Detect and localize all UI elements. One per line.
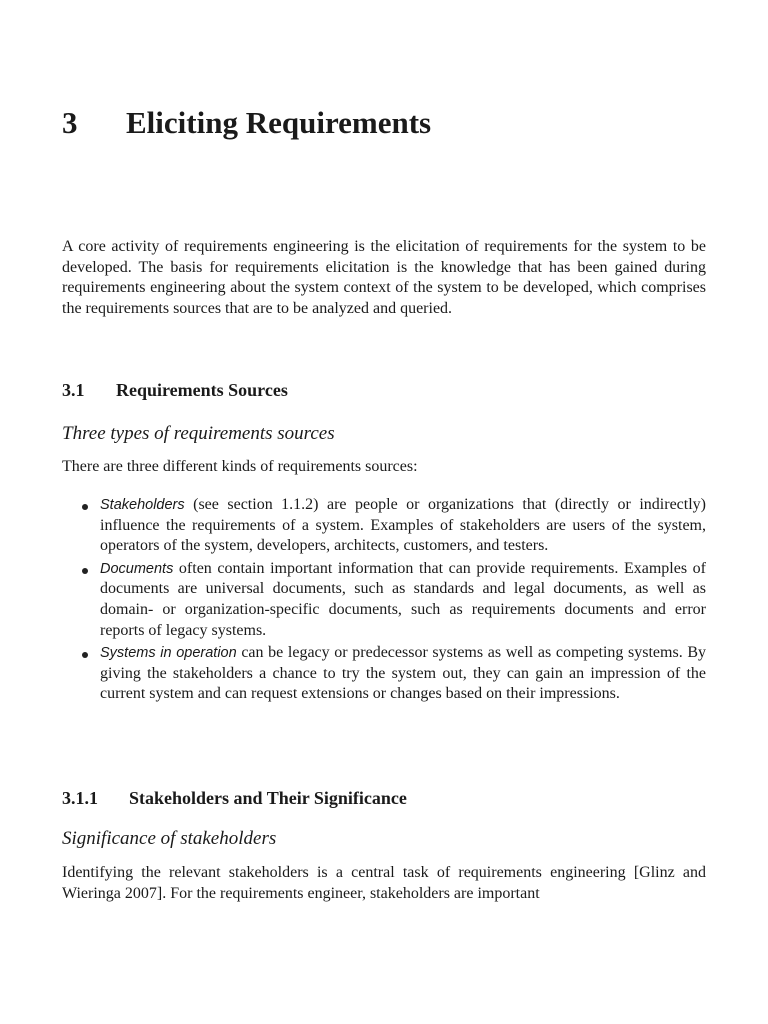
sources-list	[62, 495, 706, 707]
bullet-icon	[82, 504, 88, 510]
section-number: 3.1	[62, 380, 85, 400]
bullet-icon	[82, 652, 88, 658]
subsection-number: 3.1.1	[62, 788, 98, 808]
term-documents: Documents	[100, 560, 174, 577]
list-item-text: can be legacy or predecessor systems as well as competing systems. By giving the stakeholders a chance to try the system out, they can gain an impression of the current system and can request extensions or changes based on their impressions.	[100, 644, 707, 703]
chapter-number: 3	[62, 105, 78, 140]
list-item-text: (see section 1.1.2) are people or organizations that (directly or indirectly) influence the requirements of a system. Examples of stakeholders are users of the system, operators of the system, developers, architects, customers, and testers.	[100, 496, 706, 555]
list-item	[62, 559, 706, 641]
term-systems-in-operation: Systems in operation	[100, 645, 237, 662]
intro-paragraph: A core activity of requirements engineering is the elicitation of requirements for the system to be developed. The basis for requirements elicitation is the knowledge that has been gained during requirements engineering about the system context of the system to be developed, which comprises the requirements sources that are to be analyzed and queried.	[62, 238, 706, 317]
list-item	[62, 495, 706, 557]
list-item	[62, 643, 706, 705]
margin-heading-stakeholders: Significance of stakeholders	[62, 828, 277, 849]
section-heading	[62, 380, 288, 401]
margin-heading-requirements-sources: Three types of requirements sources	[62, 423, 335, 444]
subsection-title: Stakeholders and Their Significance	[129, 788, 407, 808]
subsection-heading	[62, 788, 407, 809]
section-title: Requirements Sources	[116, 380, 288, 400]
bullet-icon	[82, 568, 88, 574]
list-item-text: often contain important information that can provide requirements. Examples of documents are universal documents, such as standards and legal documents, as well as domain- or organization-specific documents, such as requirements documents and error reports of legacy systems.	[100, 559, 706, 639]
chapter-title-text: Eliciting Requirements	[126, 105, 432, 140]
term-stakeholders: Stakeholders	[100, 497, 185, 513]
lead-paragraph: There are three different kinds of requirements sources:	[62, 458, 418, 475]
chapter-title	[62, 103, 431, 143]
closing-paragraph: Identifying the relevant stakeholders is a central task of requirements engineering [Glinz and Wieringa 2007]. For the requirements engineer, stakeholders are important	[62, 864, 706, 902]
